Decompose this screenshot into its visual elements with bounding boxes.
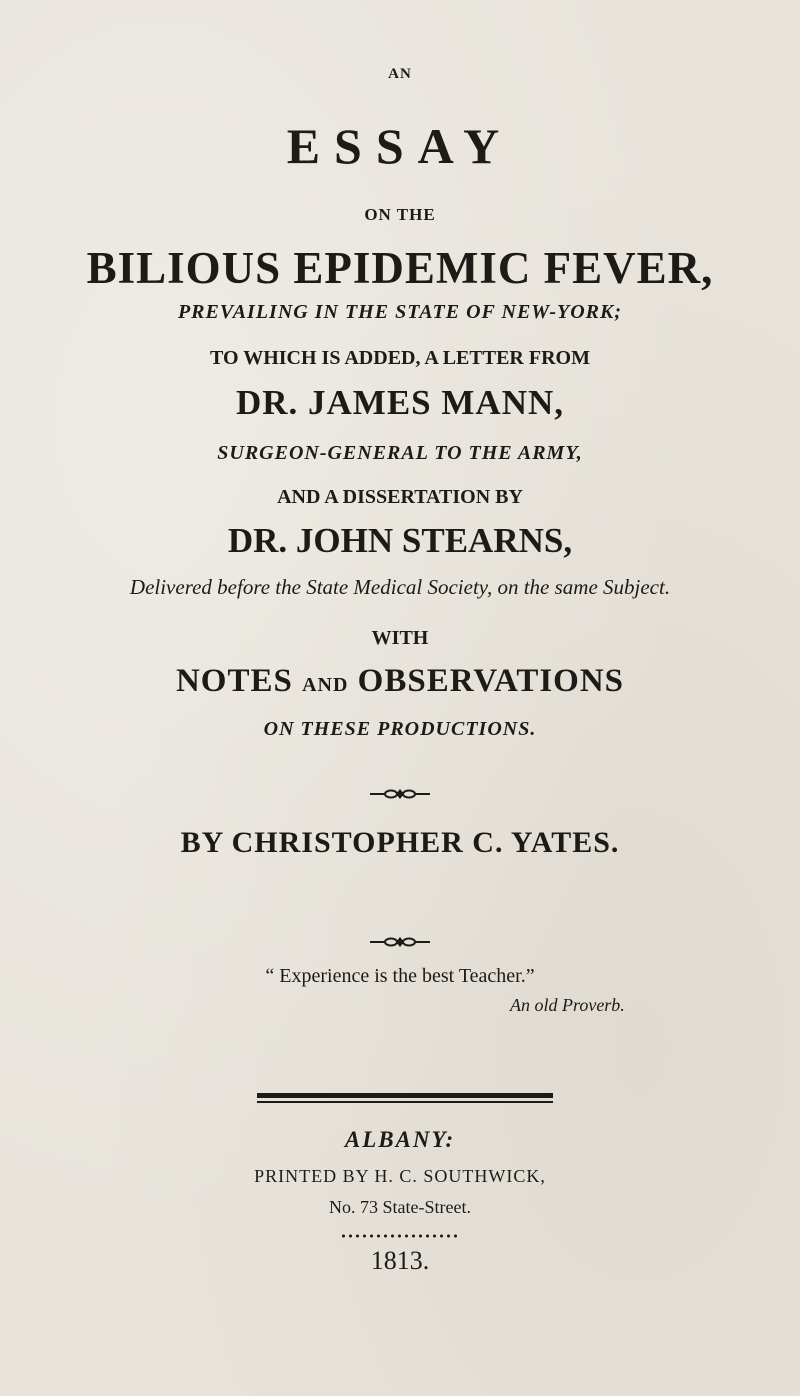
main-title: BILIOUS EPIDEMIC FEVER, (86, 243, 714, 293)
essay-heading: ESSAY (286, 118, 514, 174)
imprint-address: No. 73 State-Street. (329, 1197, 471, 1217)
double-rule-thin (257, 1101, 553, 1103)
dotted-divider (340, 1234, 460, 1238)
observations-word: OBSERVATIONS (348, 663, 625, 699)
on-the-line: ON THE (364, 205, 436, 224)
double-rule-thick (257, 1093, 553, 1098)
ornament-divider-1 (370, 787, 430, 801)
and-word: AND (302, 674, 349, 696)
dissertation-line: AND A DISSERTATION BY (277, 486, 523, 508)
ornament-divider-2 (370, 935, 430, 949)
epigraph-source: An old Proverb. (510, 995, 625, 1015)
imprint-printer: PRINTED BY H. C. SOUTHWICK, (254, 1166, 546, 1186)
author-stearns: DR. JOHN STEARNS, (227, 521, 573, 560)
added-letter-line: TO WHICH IS ADDED, A LETTER FROM (210, 347, 590, 369)
notes-word: NOTES (175, 663, 303, 699)
author-mann: DR. JAMES MANN, (235, 383, 565, 422)
imprint-place: ALBANY: (344, 1127, 456, 1152)
subtitle-prevailing: PREVAILING IN THE STATE OF NEW-YORK; (177, 301, 623, 323)
notes-observations-heading (0, 663, 800, 700)
by-line: BY CHRISTOPHER C. YATES. (180, 826, 620, 859)
imprint-year: 1813. (370, 1246, 430, 1275)
author-mann-title: SURGEON-GENERAL TO THE ARMY, (217, 442, 583, 464)
with-line: WITH (371, 627, 429, 649)
article-an: AN (388, 66, 412, 82)
epigraph: “ Experience is the best Teacher.” (265, 965, 535, 987)
on-these-productions: ON THESE PRODUCTIONS. (263, 718, 537, 740)
delivered-line: Delivered before the State Medical Society, on the same Subject. (129, 575, 671, 599)
